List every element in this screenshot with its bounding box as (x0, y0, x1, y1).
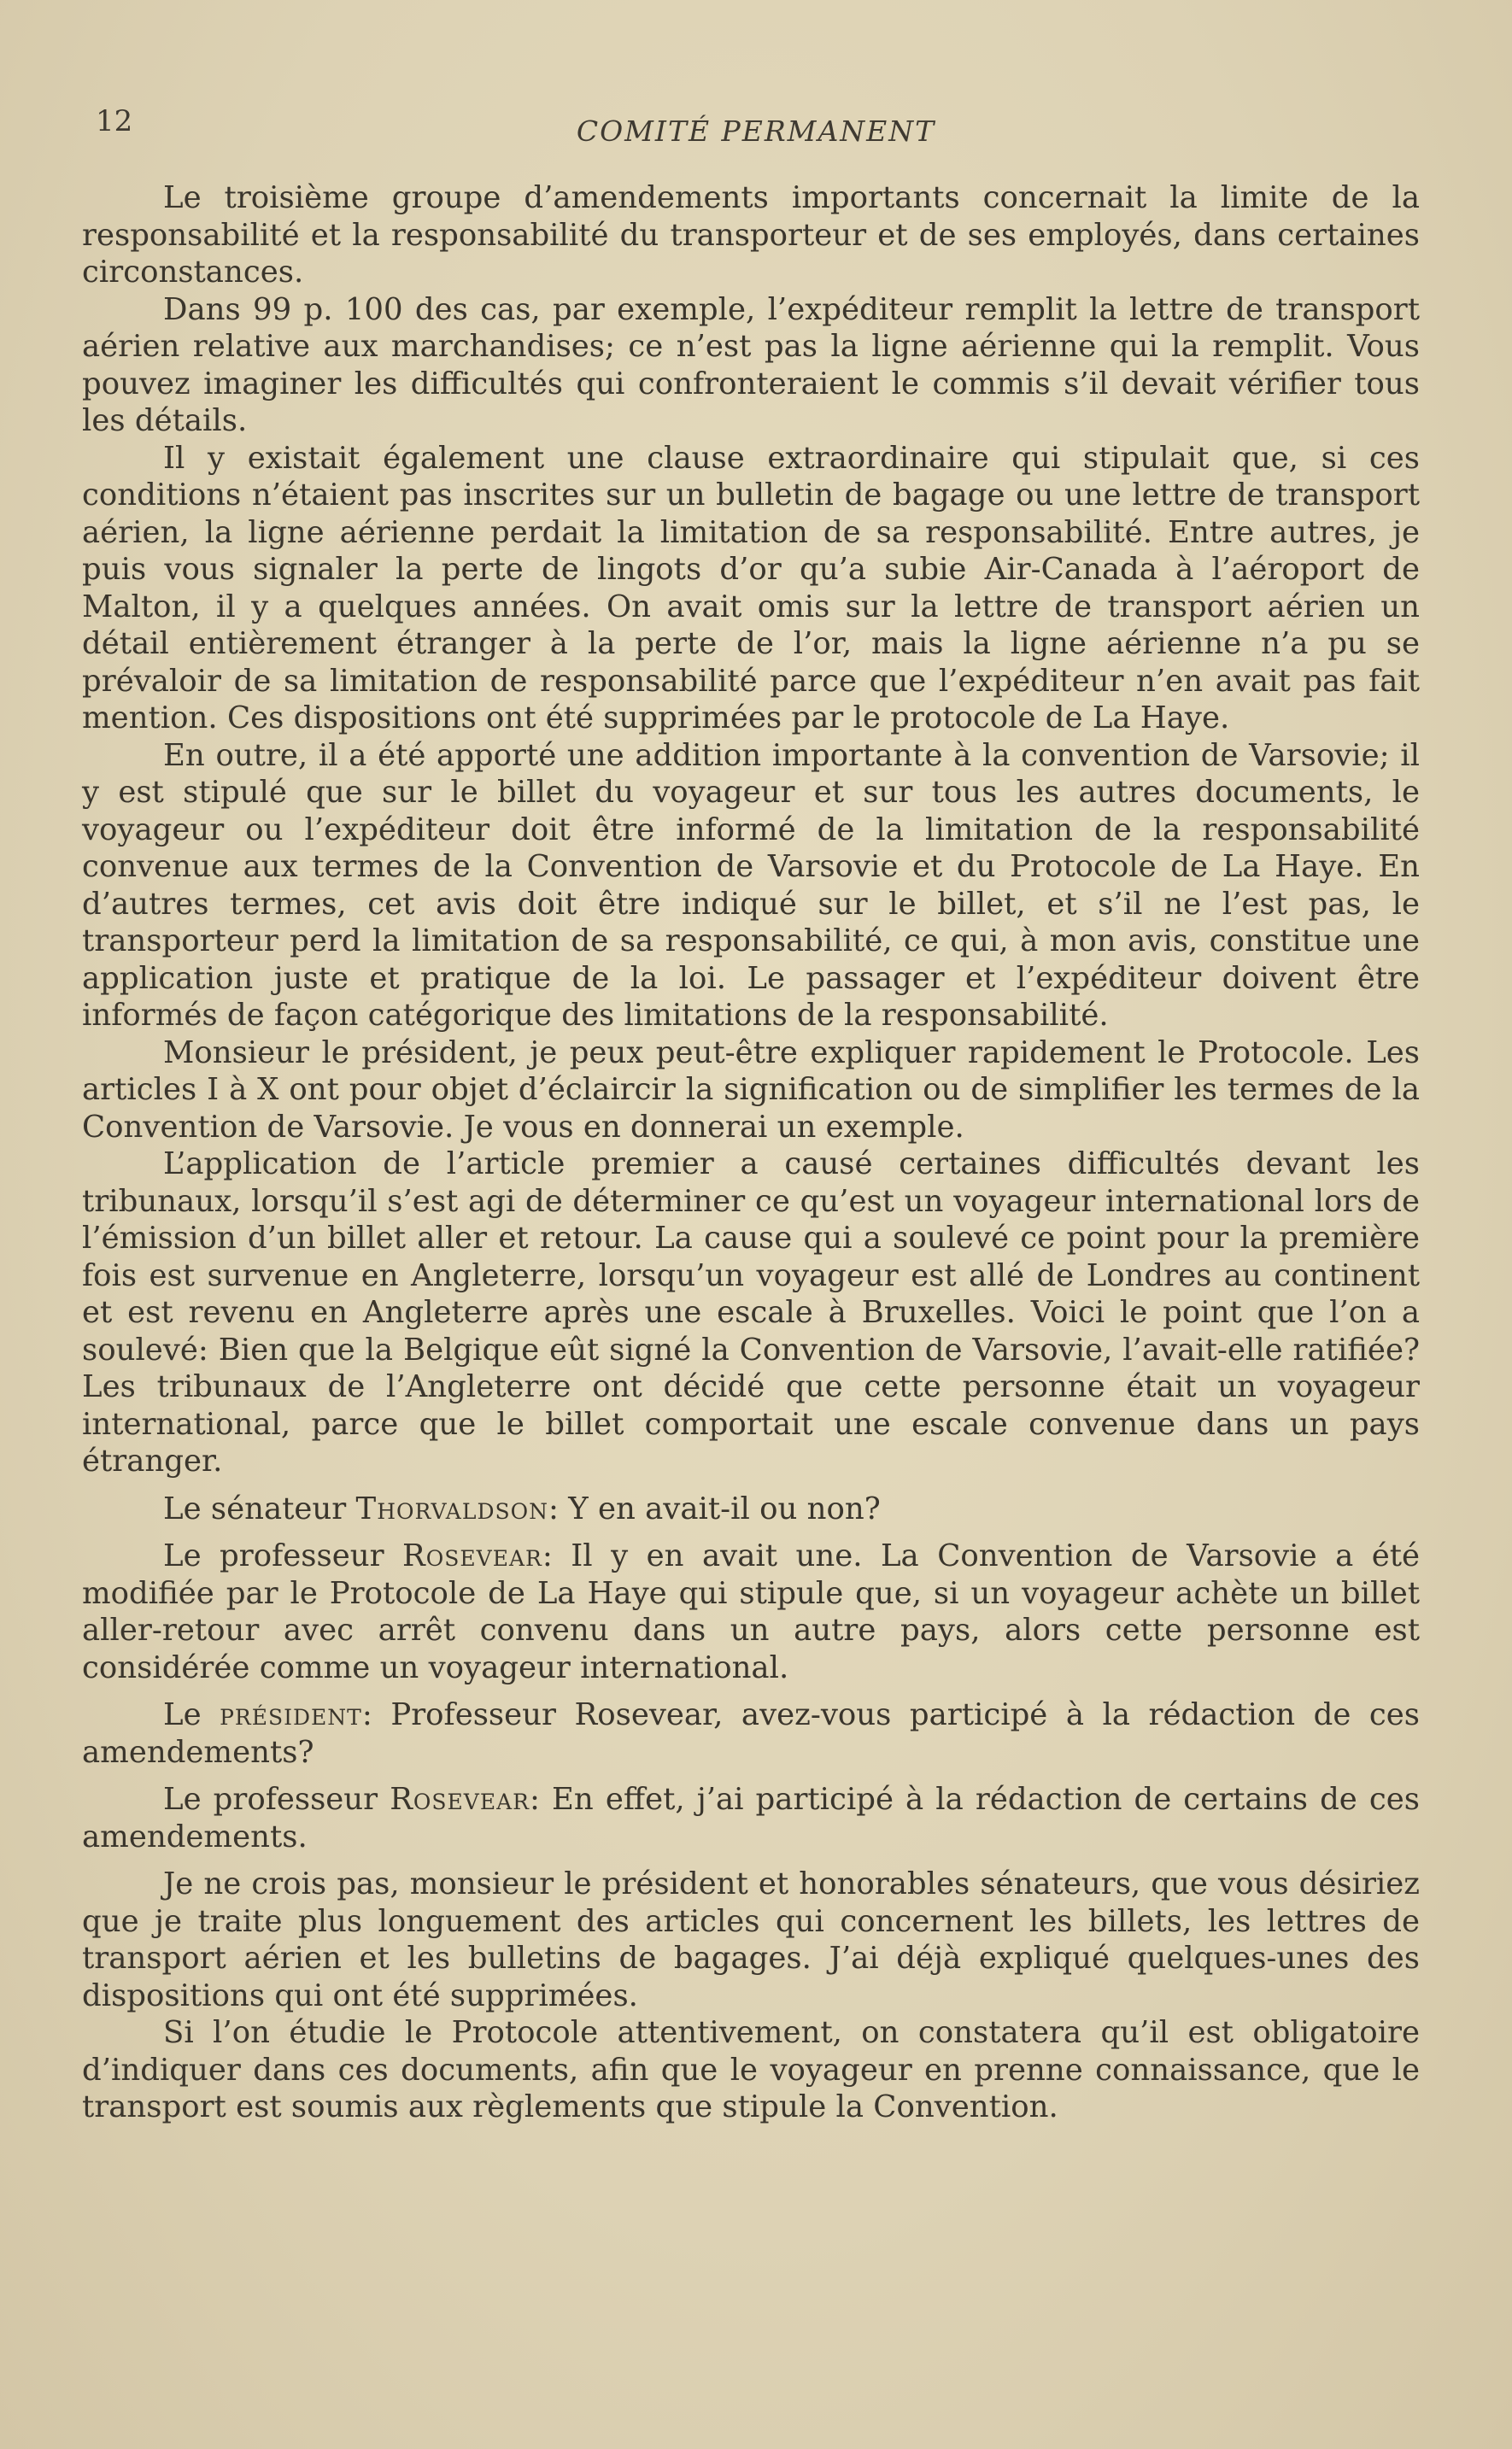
speech-text: : Il y en avait une. La Convention de Varsovie a été modifiée par le Protocole de La Haye qui stipule que, si un voyageur achète un billet aller-retour avec arrêt convenu dans un autre pays, alors cette personne est considérée comme un voyageur international. (82, 1538, 1420, 1685)
body-text (82, 179, 1420, 2126)
dialogue-paragraph (82, 1491, 1420, 1528)
paragraph: Le troisième groupe d’amendements importants concernait la limite de la responsabilité et la responsabilité du transporteur et de ses employés, dans certaines circonstances. (82, 180, 1420, 290)
speaker-name: président (220, 1697, 362, 1732)
speaker-title: Le sénateur (163, 1491, 347, 1526)
running-head: COMITÉ PERMANENT (576, 114, 936, 148)
speech-text: : En effet, j’ai participé à la rédaction de certains de ces amendements. (82, 1782, 1420, 1854)
dialogue-paragraph (82, 1696, 1420, 1771)
speaker-title: Le professeur (163, 1538, 384, 1573)
page-number: 12 (96, 104, 133, 138)
paragraph: L’application de l’article premier a causé certaines difficultés devant les tribunaux, lorsqu’il s’est agi de déterminer ce qu’est un voyageur international lors de l’émission d’un billet aller et retour. La cause qui a soulevé ce point pour la première fois est survenue en Angleterre, lorsqu’un voyageur est allé de Londres au continent et est revenu en Angleterre après une escale à Bruxelles. Voici le point que l’on a soulevé: Bien que la Belgique eût signé la Convention de Varsovie, l’avait-elle ratifiée? Les tribunaux de l’Angleterre ont décidé que cette personne était un voyageur international, parce que le billet comportait une escale convenue dans un pays étranger. (82, 1146, 1420, 1479)
speaker-name: Rosevear (390, 1782, 530, 1817)
paragraph: Il y existait également une clause extraordinaire qui stipulait que, si ces conditions n’étaient pas inscrites sur un bulletin de bagage ou une lettre de transport aérien, la ligne aérienne perdait la limitation de sa responsabilité. Entre autres, je puis vous signaler la perte de lingots d’or qu’a subie Air-Canada à l’aéroport de Malton, il y a quelques années. On avait omis sur la lettre de transport aérien un détail entièrement étranger à la perte de l’or, mais la ligne aérienne n’a pu se prévaloir de sa limitation de responsabilité parce que l’expéditeur n’en avait pas fait mention. Ces dispositions ont été supprimées par le protocole de La Haye. (82, 440, 1420, 735)
speaker-name: Thorvaldson (355, 1491, 548, 1526)
speaker-title: Le (163, 1697, 202, 1732)
dialogue-paragraph (82, 1538, 1420, 1686)
paragraph: En outre, il a été apporté une addition importante à la convention de Varsovie; il y est stipulé que sur le billet du voyageur et sur tous les autres documents, le voyageur ou l’expéditeur doit être informé de la limitation de la responsabilité convenue aux termes de la Convention de Varsovie et du Protocole de La Haye. En d’autres termes, cet avis doit être indiqué sur le billet, et s’il ne l’est pas, le transporteur perd la limitation de sa responsabilité, ce qui, à mon avis, constitue une application juste et pratique de la loi. Le passager et l’expéditeur doivent être informés de façon catégorique des limitations de la responsabilité. (82, 737, 1420, 1033)
paragraph: Je ne crois pas, monsieur le président et honorables sénateurs, que vous désiriez que je traite plus longuement des articles qui concernent les billets, les lettres de transport aérien et les bulletins de bagages. J’ai déjà expliqué quelques-unes des dispositions qui ont été supprimées. (82, 1866, 1420, 2013)
dialogue-paragraph (82, 1781, 1420, 1855)
paragraph: Monsieur le président, je peux peut-être expliquer rapidement le Protocole. Les articles I à X ont pour objet d’éclaircir la signification ou de simplifier les termes de la Convention de Varsovie. Je vous en donnerai un exemple. (82, 1034, 1420, 1145)
paragraph: Dans 99 p. 100 des cas, par exemple, l’expéditeur remplit la lettre de transport aérien relative aux marchandises; ce n’est pas la ligne aérienne qui la remplit. Vous pouvez imaginer les difficultés qui confronteraient le commis s’il devait vérifier tous les détails. (82, 291, 1420, 438)
speech-text: : Professeur Rosevear, avez-vous participé à la rédaction de ces amendements? (82, 1697, 1420, 1770)
speech-text: : Y en avait-il ou non? (548, 1491, 881, 1526)
speaker-title: Le professeur (163, 1782, 378, 1817)
paragraph: Si l’on étudie le Protocole attentivement, on constatera qu’il est obligatoire d’indiquer dans ces documents, afin que le voyageur en prenne connaissance, que le transport est soumis aux règlements que stipule la Convention. (82, 2015, 1420, 2124)
speaker-name: Rosevear (402, 1538, 542, 1573)
